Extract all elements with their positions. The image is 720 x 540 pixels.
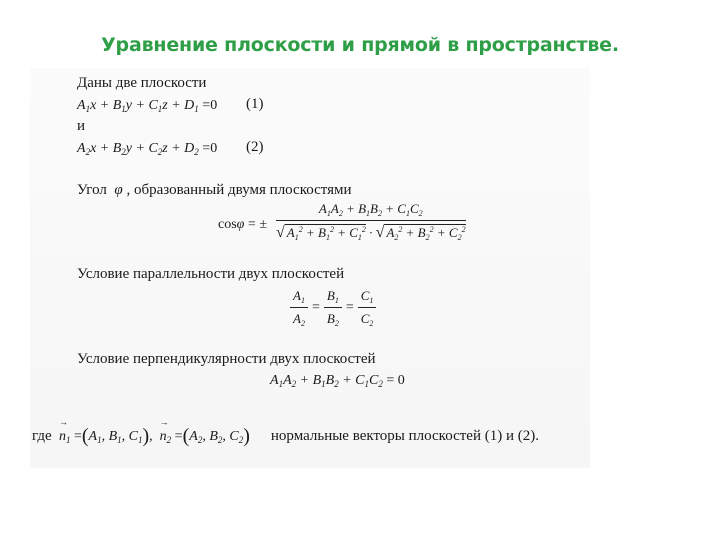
angle-text-end: , образованный двумя плоскостями [126,182,352,198]
normal-vector-2: → $n_2 =(A_2$, $B_2$, $C_2$) [156,429,257,444]
ratio-b: $\frac{B_1}{B_2}$ [324,288,342,328]
equation-1-tag: (1) [246,96,264,112]
normal-vector-1: → $n_1 =(A_1$, $B_1$, $C_1$), [55,429,156,444]
equation-2-tag: (2) [246,139,264,155]
ratio-c: $\frac{C_1}{C_2}$ [358,288,377,328]
angle-text [77,182,352,199]
cos-formula-lhs: cosφ = ± [218,217,268,232]
parallel-condition-text: Условие параллельности двух плоскостей [77,266,345,282]
cos-formula-fraction: $A_1A_2 + B_1B_2 + C_1C_2$ √ $A_1^2 + B_1^2 + C_1^2$ · √ $A_2^2 + B_2^2 + C_2^2$ [276,201,466,242]
plane-equation-2: $A_2x + B_2y + C_2z + D_2 =0$ [77,141,218,157]
normals-line [32,425,539,448]
page-title: Уравнение плоскости и прямой в пространстве. [101,34,619,56]
phi-symbol: φ [110,182,127,198]
normals-description: нормальные векторы плоскостей (1) и (2). [270,428,539,444]
plane-equation-1: $A_1x + B_1y + C_1z + D_1 =0$ [77,98,218,114]
where-text: где [32,428,52,444]
parallel-condition-formula: $\frac{A_1}{A_2}$ = $\frac{B_1}{B_2}$ = $\frac{C_1}{C_2}$ [290,288,376,328]
given-planes-text: Даны две плоскости [77,75,207,91]
conjunction-text: и [77,118,86,134]
perpendicular-condition-text: Условие перпендикулярности двух плоскостей [77,351,376,367]
angle-text-start: Угол [77,182,107,198]
cos-label: cos [218,217,237,232]
ratio-a: $\frac{A_1}{A_2}$ [290,288,308,328]
perpendicular-condition-formula: $A_1A_2 + B_1B_2 + C_1C_2 = 0$ [270,373,405,389]
